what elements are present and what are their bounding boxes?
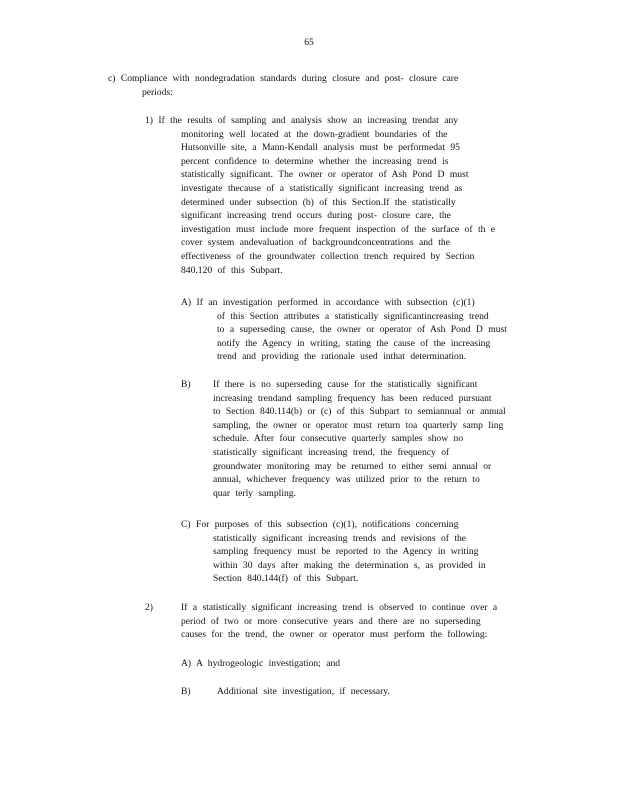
- item-1-paragraph: [145, 114, 495, 277]
- text-line: sampling frequency must be reported to the Agency in writing: [213, 546, 479, 558]
- text-line: investigate thecause of a statistically significant increasing trend as: [181, 182, 463, 194]
- item-2a-paragraph: [181, 657, 340, 671]
- text-line: statistically significant. The owner or operator of Ash Pond D must: [181, 169, 469, 181]
- text-line: C) For purposes of this subsection (c)(1), notifications concerning: [181, 519, 459, 530]
- text-line: percent confidence to determine whether the increasing trend is: [181, 155, 449, 167]
- text-line: If a statistically significant increasing trend is observed to continue over a: [181, 602, 498, 613]
- text-line: trend and providing the rationale used inthat determination.: [217, 351, 467, 363]
- item-1-body: [145, 128, 495, 278]
- item-1b-label: B): [181, 379, 191, 390]
- page-number: 65: [304, 37, 314, 48]
- text-line: determined under subsection (b) of this Section.If the statistically: [181, 196, 456, 208]
- text-line: increasing trendand sampling frequency has been reduced pursuant: [213, 392, 492, 404]
- text-line: 840.120 of this Subpart.: [181, 264, 283, 276]
- item-1a-body: [181, 310, 507, 364]
- text-line: effectiveness of the groundwater collection trench required by Section: [181, 250, 475, 262]
- item-2b-paragraph: [217, 685, 390, 699]
- text-line: quar terly sampling.: [213, 487, 296, 499]
- text-line: within 30 days after making the determination s, as provided in: [213, 559, 486, 571]
- item-1c-paragraph: [181, 518, 486, 586]
- text-line: causes for the trend, the owner or operator must perform the following:: [181, 629, 488, 641]
- item-2b-label: B): [181, 686, 191, 697]
- text-line: statistically significant increasing trends and revisions of the: [213, 532, 467, 544]
- section-c-heading: [108, 72, 458, 99]
- item-2-paragraph: [181, 601, 497, 642]
- text-line: A) If an investigation performed in accordance with subsection (c)(1): [181, 297, 475, 308]
- text-line: schedule. After four consecutive quarterly samples show no: [213, 433, 464, 445]
- text-line: investigation must include more frequent inspection of the surface of th e: [181, 223, 496, 235]
- text-line: of this Section attributes a statistically significantincreasing trend: [217, 310, 489, 322]
- text-line: Additional site investigation, if necessary.: [217, 686, 390, 697]
- text-line: sampling, the owner or operator must return toa quarterly samp ling: [213, 419, 504, 431]
- text-line: If there is no superseding cause for the statistically significant: [213, 379, 478, 390]
- text-line: annual, whichever frequency was utilized prior to the return to: [213, 474, 480, 486]
- text-line: groundwater monitoring may be returned to either semi annual or: [213, 460, 492, 472]
- text-line: c) Compliance with nondegradation standards during closure and post- closure care: [108, 73, 459, 84]
- text-line: Section 840.144(f) of this Subpart.: [213, 573, 359, 585]
- item-1b-paragraph: [213, 378, 506, 500]
- text-line: periods:: [142, 86, 173, 98]
- text-line: 1) If the results of sampling and analysis show an increasing trendat any: [145, 115, 459, 126]
- text-line: A) A hydrogeologic investigation; and: [181, 658, 341, 669]
- text-line: period of two or more consecutive years and there are no superseding: [181, 615, 481, 627]
- text-line: to Section 840.114(b) or (c) of this Subpart to semiannual or annual: [213, 406, 506, 418]
- text-line: to a superseding cause, the owner or operator of Ash Pond D must: [217, 324, 507, 336]
- item-1c-body: [181, 532, 486, 586]
- item-1a-paragraph: [181, 296, 507, 364]
- text-line: notify the Agency in writing, stating the cause of the increasing: [217, 337, 491, 349]
- text-line: significant increasing trend occurs during post- closure care, the: [181, 210, 451, 222]
- text-line: monitoring well located at the down-gradient boundaries of the: [181, 128, 448, 140]
- item-2-label: 2): [145, 602, 153, 613]
- text-line: statistically significant increasing trend, the frequency of: [213, 446, 450, 458]
- text-line: Hutsonville site, a Mann-Kendall analysis must be performedat 95: [181, 142, 460, 154]
- text-line: cover system andevaluation of backgroundconcentrations and the: [181, 237, 450, 249]
